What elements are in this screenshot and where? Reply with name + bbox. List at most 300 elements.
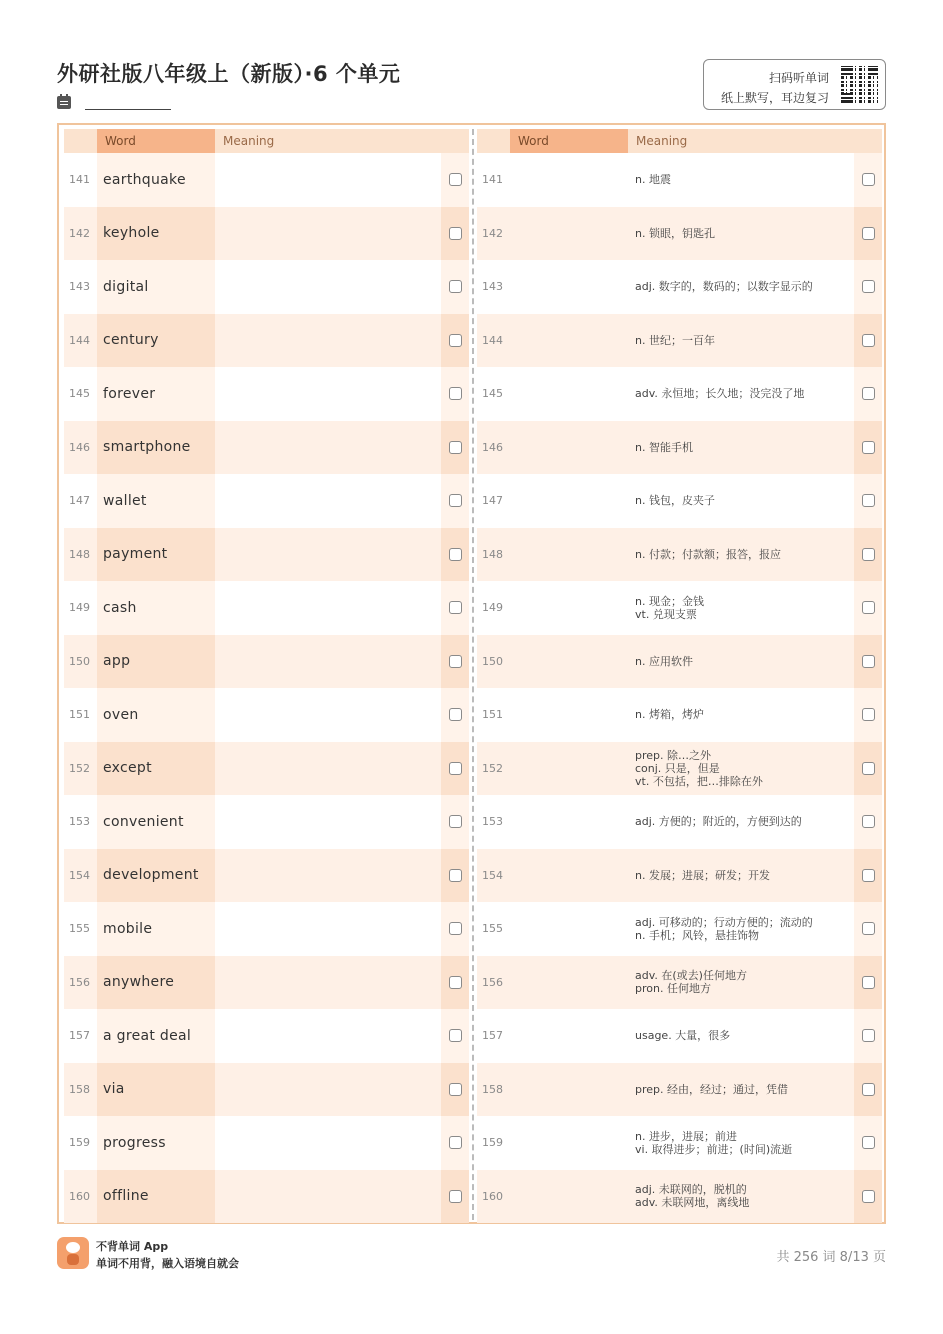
check-cell [441, 528, 469, 582]
checkbox[interactable] [862, 708, 875, 721]
word-cell: payment [97, 528, 215, 582]
word-blank[interactable] [510, 207, 628, 261]
table-row [477, 688, 882, 742]
meaning-cell [628, 1063, 854, 1117]
table-row [64, 260, 469, 314]
table-row [477, 474, 882, 528]
word-blank[interactable] [510, 1170, 628, 1224]
word-cell: app [97, 635, 215, 689]
row-number: 149 [64, 581, 97, 635]
meaning-line: adv. 永恒地；长久地；没完没了地 [635, 387, 805, 401]
check-cell [854, 1063, 882, 1117]
meaning-lines [635, 655, 693, 668]
meaning-line: n. 地震 [635, 173, 671, 187]
meaning-cell [628, 581, 854, 635]
word-blank[interactable] [510, 742, 628, 796]
row-number: 159 [477, 1116, 510, 1170]
checkbox[interactable] [449, 387, 462, 400]
check-cell [441, 1063, 469, 1117]
table-row [64, 688, 469, 742]
qr-text-dictation: 纸上默写，耳边复习 [720, 91, 829, 105]
row-number: 155 [64, 902, 97, 956]
row-number: 147 [477, 474, 510, 528]
table-row [64, 902, 469, 956]
meaning-line: vt. 兑现支票 [635, 607, 697, 621]
word-cell: convenient [97, 795, 215, 849]
check-cell [441, 1009, 469, 1063]
check-cell [441, 795, 469, 849]
header-num [64, 129, 97, 153]
meaning-line: n. 手机；风铃，悬挂饰物 [635, 928, 759, 942]
meaning-lines [635, 595, 704, 621]
word-cell: development [97, 849, 215, 903]
word-blank[interactable] [510, 474, 628, 528]
meaning-lines [635, 227, 715, 240]
checkbox[interactable] [862, 387, 875, 400]
word-cell: digital [97, 260, 215, 314]
check-cell [854, 581, 882, 635]
meaning-lines [635, 387, 804, 400]
check-cell [854, 474, 882, 528]
name-write-line [85, 109, 171, 110]
check-cell [854, 742, 882, 796]
word-panel [64, 129, 469, 1220]
check-cell [441, 849, 469, 903]
word-panel-header [64, 129, 469, 153]
meaning-blank[interactable] [215, 474, 441, 528]
meaning-blank[interactable] [215, 528, 441, 582]
meaning-line: n. 烤箱，烤炉 [635, 708, 704, 722]
checkbox[interactable] [449, 1190, 462, 1203]
table-row [64, 421, 469, 475]
meaning-blank[interactable] [215, 207, 441, 261]
meaning-lines [635, 1130, 792, 1156]
check-cell [441, 260, 469, 314]
checkbox[interactable] [449, 334, 462, 347]
table-row [64, 849, 469, 903]
row-number: 160 [477, 1170, 510, 1224]
word-cell: century [97, 314, 215, 368]
meaning-blank[interactable] [215, 795, 441, 849]
vocab-sheet [57, 123, 886, 1224]
meaning-lines [635, 1183, 749, 1209]
header-word: Word [510, 129, 628, 153]
checkbox[interactable] [862, 227, 875, 240]
footer-page-count: 共 256 词 8/13 页 [776, 1250, 886, 1265]
meaning-blank[interactable] [215, 260, 441, 314]
table-row [477, 367, 882, 421]
meaning-lines [635, 916, 813, 942]
check-cell [854, 260, 882, 314]
checkbox[interactable] [449, 815, 462, 828]
meaning-blank[interactable] [215, 1116, 441, 1170]
row-number: 143 [477, 260, 510, 314]
word-cell: anywhere [97, 956, 215, 1010]
table-row [64, 742, 469, 796]
meaning-line: n. 智能手机 [635, 440, 693, 454]
word-blank[interactable] [510, 367, 628, 421]
check-cell [441, 581, 469, 635]
word-blank[interactable] [510, 528, 628, 582]
meaning-cell [628, 474, 854, 528]
meaning-blank[interactable] [215, 153, 441, 207]
meaning-lines [635, 1029, 730, 1042]
checkbox[interactable] [862, 280, 875, 293]
header-check [441, 129, 469, 153]
meaning-line: adv. 在(或去)任何地方 [635, 969, 747, 983]
table-row [477, 635, 882, 689]
word-blank[interactable] [510, 1009, 628, 1063]
checkbox[interactable] [449, 227, 462, 240]
meaning-cell [628, 1170, 854, 1224]
meaning-line: n. 锁眼，钥匙孔 [635, 226, 715, 240]
check-cell [854, 1116, 882, 1170]
word-blank[interactable] [510, 1063, 628, 1117]
meaning-blank[interactable] [215, 314, 441, 368]
meaning-line: vi. 取得进步；前进；(时间)流逝 [635, 1142, 793, 1156]
meaning-rows [477, 153, 882, 1223]
checkbox[interactable] [862, 976, 875, 989]
table-row [477, 849, 882, 903]
checkbox[interactable] [862, 922, 875, 935]
table-row [64, 528, 469, 582]
checkbox[interactable] [449, 494, 462, 507]
word-blank[interactable] [510, 956, 628, 1010]
word-blank[interactable] [510, 581, 628, 635]
checkbox[interactable] [862, 548, 875, 561]
check-cell [441, 207, 469, 261]
footer-slogan: 单词不用背，融入语境自就会 [96, 1257, 239, 1270]
meaning-line: usage. 大量，很多 [635, 1029, 731, 1043]
meaning-blank[interactable] [215, 1170, 441, 1224]
header-meaning: Meaning [628, 129, 854, 153]
meaning-cell [628, 956, 854, 1010]
meaning-blank[interactable] [215, 902, 441, 956]
row-number: 156 [64, 956, 97, 1010]
checkbox[interactable] [449, 601, 462, 614]
row-number: 155 [477, 902, 510, 956]
table-row [477, 581, 882, 635]
word-blank[interactable] [510, 421, 628, 475]
table-row [477, 956, 882, 1010]
check-cell [854, 849, 882, 903]
table-row [477, 1009, 882, 1063]
check-cell [854, 1170, 882, 1224]
check-cell [441, 742, 469, 796]
meaning-cell [628, 207, 854, 261]
row-number: 142 [477, 207, 510, 261]
meaning-line: adv. 未联网地，离线地 [635, 1196, 750, 1210]
table-row [477, 528, 882, 582]
checkbox[interactable] [862, 815, 875, 828]
check-cell [441, 153, 469, 207]
row-number: 154 [477, 849, 510, 903]
checkbox[interactable] [862, 334, 875, 347]
checkbox[interactable] [449, 922, 462, 935]
qr-panel [703, 59, 886, 110]
row-number: 147 [64, 474, 97, 528]
row-number: 153 [477, 795, 510, 849]
table-row [64, 581, 469, 635]
check-cell [854, 153, 882, 207]
row-number: 152 [64, 742, 97, 796]
row-number: 148 [64, 528, 97, 582]
checkbox[interactable] [449, 976, 462, 989]
table-row [64, 1009, 469, 1063]
checkbox[interactable] [449, 762, 462, 775]
check-cell [854, 421, 882, 475]
meaning-cell [628, 528, 854, 582]
row-number: 146 [477, 421, 510, 475]
row-number: 141 [477, 153, 510, 207]
check-cell [441, 474, 469, 528]
checkbox[interactable] [449, 280, 462, 293]
row-number: 157 [477, 1009, 510, 1063]
table-row [64, 367, 469, 421]
meaning-line: n. 现金；金钱 [635, 594, 704, 608]
check-cell [441, 688, 469, 742]
check-cell [854, 528, 882, 582]
row-number: 144 [64, 314, 97, 368]
checkbox[interactable] [449, 441, 462, 454]
check-cell [441, 1116, 469, 1170]
row-number: 149 [477, 581, 510, 635]
meaning-blank[interactable] [215, 367, 441, 421]
meaning-blank[interactable] [215, 688, 441, 742]
word-rows [64, 153, 469, 1223]
check-cell [441, 314, 469, 368]
table-row [477, 153, 882, 207]
meaning-cell [628, 635, 854, 689]
table-row [64, 207, 469, 261]
checkbox[interactable] [862, 869, 875, 882]
meaning-cell [628, 902, 854, 956]
meaning-line: n. 应用软件 [635, 654, 693, 668]
checkbox[interactable] [449, 548, 462, 561]
checkbox[interactable] [449, 173, 462, 186]
meaning-cell [628, 1116, 854, 1170]
meaning-lines [635, 548, 781, 561]
row-number: 141 [64, 153, 97, 207]
checkbox[interactable] [862, 1136, 875, 1149]
row-number: 156 [477, 956, 510, 1010]
table-row [64, 1063, 469, 1117]
table-row [64, 956, 469, 1010]
check-cell [854, 1009, 882, 1063]
meaning-blank[interactable] [215, 956, 441, 1010]
checkbox[interactable] [862, 494, 875, 507]
word-blank[interactable] [510, 902, 628, 956]
check-cell [854, 688, 882, 742]
checkbox[interactable] [862, 173, 875, 186]
check-cell [441, 635, 469, 689]
row-number: 144 [477, 314, 510, 368]
header-num [477, 129, 510, 153]
word-cell: progress [97, 1116, 215, 1170]
word-cell: smartphone [97, 421, 215, 475]
word-blank[interactable] [510, 795, 628, 849]
row-number: 142 [64, 207, 97, 261]
word-blank[interactable] [510, 260, 628, 314]
checkbox[interactable] [449, 1083, 462, 1096]
table-row [477, 314, 882, 368]
meaning-cell [628, 314, 854, 368]
checkbox[interactable] [449, 1029, 462, 1042]
meaning-cell [628, 421, 854, 475]
row-number: 158 [64, 1063, 97, 1117]
row-number: 152 [477, 742, 510, 796]
meaning-line: n. 付款；付款额；报答，报应 [635, 547, 781, 561]
meaning-line: pron. 任何地方 [635, 982, 711, 996]
meaning-cell [628, 795, 854, 849]
table-row [64, 635, 469, 689]
row-number: 148 [477, 528, 510, 582]
meaning-line: prep. 除…之外 [635, 748, 712, 762]
meaning-cell [628, 367, 854, 421]
check-cell [441, 956, 469, 1010]
checkbox[interactable] [862, 655, 875, 668]
meaning-cell [628, 849, 854, 903]
check-cell [854, 207, 882, 261]
check-cell [441, 367, 469, 421]
meaning-lines [635, 708, 704, 721]
meaning-line: prep. 经由，经过；通过，凭借 [635, 1082, 789, 1096]
row-number: 145 [64, 367, 97, 421]
checkbox[interactable] [449, 708, 462, 721]
meaning-line: adj. 数字的，数码的；以数字显示的 [635, 280, 813, 294]
word-cell: forever [97, 367, 215, 421]
meaning-blank[interactable] [215, 581, 441, 635]
check-cell [441, 1170, 469, 1224]
meaning-blank[interactable] [215, 421, 441, 475]
row-number: 143 [64, 260, 97, 314]
word-blank[interactable] [510, 314, 628, 368]
table-row [477, 902, 882, 956]
check-cell [854, 314, 882, 368]
meaning-line: adj. 可移动的；行动方便的；流动的 [635, 915, 813, 929]
qr-code-icon[interactable] [841, 66, 878, 103]
checkbox[interactable] [862, 1083, 875, 1096]
checkbox[interactable] [862, 441, 875, 454]
meaning-panel-header [477, 129, 882, 153]
checkbox[interactable] [449, 655, 462, 668]
checkbox[interactable] [862, 601, 875, 614]
page-title: 外研社版八年级上（新版）·6 个单元 [57, 62, 401, 86]
word-cell: except [97, 742, 215, 796]
meaning-blank[interactable] [215, 849, 441, 903]
app-logo-icon [57, 1237, 89, 1269]
meaning-blank[interactable] [215, 1009, 441, 1063]
check-cell [854, 367, 882, 421]
meaning-line: n. 钱包，皮夹子 [635, 494, 715, 508]
table-row [64, 795, 469, 849]
meaning-blank[interactable] [215, 742, 441, 796]
meaning-cell [628, 742, 854, 796]
row-number: 159 [64, 1116, 97, 1170]
table-row [477, 1170, 882, 1224]
row-number: 160 [64, 1170, 97, 1224]
meaning-lines [635, 441, 693, 454]
checkbox[interactable] [449, 1136, 462, 1149]
checkbox[interactable] [862, 762, 875, 775]
meaning-lines [635, 280, 813, 293]
word-cell: via [97, 1063, 215, 1117]
table-row [64, 474, 469, 528]
calendar-icon [57, 96, 71, 109]
meaning-blank[interactable] [215, 635, 441, 689]
table-row [477, 1116, 882, 1170]
check-cell [854, 956, 882, 1010]
meaning-line: adj. 未联网的，脱机的 [635, 1183, 747, 1197]
fold-divider [472, 129, 474, 1220]
table-row [64, 314, 469, 368]
check-cell [441, 902, 469, 956]
meaning-panel [477, 129, 882, 1220]
table-row [477, 421, 882, 475]
table-row [477, 207, 882, 261]
meaning-lines [635, 969, 747, 995]
table-row [64, 1116, 469, 1170]
check-cell [854, 795, 882, 849]
check-cell [441, 421, 469, 475]
table-row [477, 795, 882, 849]
meaning-cell [628, 688, 854, 742]
table-row [64, 153, 469, 207]
row-number: 158 [477, 1063, 510, 1117]
header-check [854, 129, 882, 153]
word-blank[interactable] [510, 153, 628, 207]
meaning-lines [635, 173, 671, 186]
word-blank[interactable] [510, 688, 628, 742]
meaning-line: conj. 只是，但是 [635, 761, 720, 775]
word-blank[interactable] [510, 635, 628, 689]
meaning-lines [635, 869, 770, 882]
meaning-lines [635, 494, 715, 507]
check-cell [854, 902, 882, 956]
meaning-line: n. 发展；进展；研发；开发 [635, 868, 770, 882]
word-blank[interactable] [510, 849, 628, 903]
footer-app-name: 不背单词 App [96, 1240, 169, 1253]
meaning-cell [628, 1009, 854, 1063]
header-meaning: Meaning [215, 129, 441, 153]
meaning-lines [635, 334, 715, 347]
table-row [477, 1063, 882, 1117]
checkbox[interactable] [862, 1029, 875, 1042]
meaning-cell [628, 260, 854, 314]
name-field-row [57, 94, 171, 110]
word-cell: mobile [97, 902, 215, 956]
meaning-line: n. 世纪；一百年 [635, 333, 715, 347]
meaning-cell [628, 153, 854, 207]
word-cell: oven [97, 688, 215, 742]
table-row [477, 742, 882, 796]
checkbox[interactable] [449, 869, 462, 882]
meaning-blank[interactable] [215, 1063, 441, 1117]
qr-text-scan: 扫码听单词 [768, 71, 829, 85]
word-blank[interactable] [510, 1116, 628, 1170]
meaning-line: vt. 不包括，把…排除在外 [635, 774, 763, 788]
checkbox[interactable] [862, 1190, 875, 1203]
row-number: 151 [64, 688, 97, 742]
meaning-line: adj. 方便的；附近的，方便到达的 [635, 815, 802, 829]
meaning-lines [635, 749, 763, 788]
row-number: 154 [64, 849, 97, 903]
row-number: 146 [64, 421, 97, 475]
row-number: 150 [477, 635, 510, 689]
word-cell: offline [97, 1170, 215, 1224]
meaning-lines [635, 815, 802, 828]
word-cell: keyhole [97, 207, 215, 261]
